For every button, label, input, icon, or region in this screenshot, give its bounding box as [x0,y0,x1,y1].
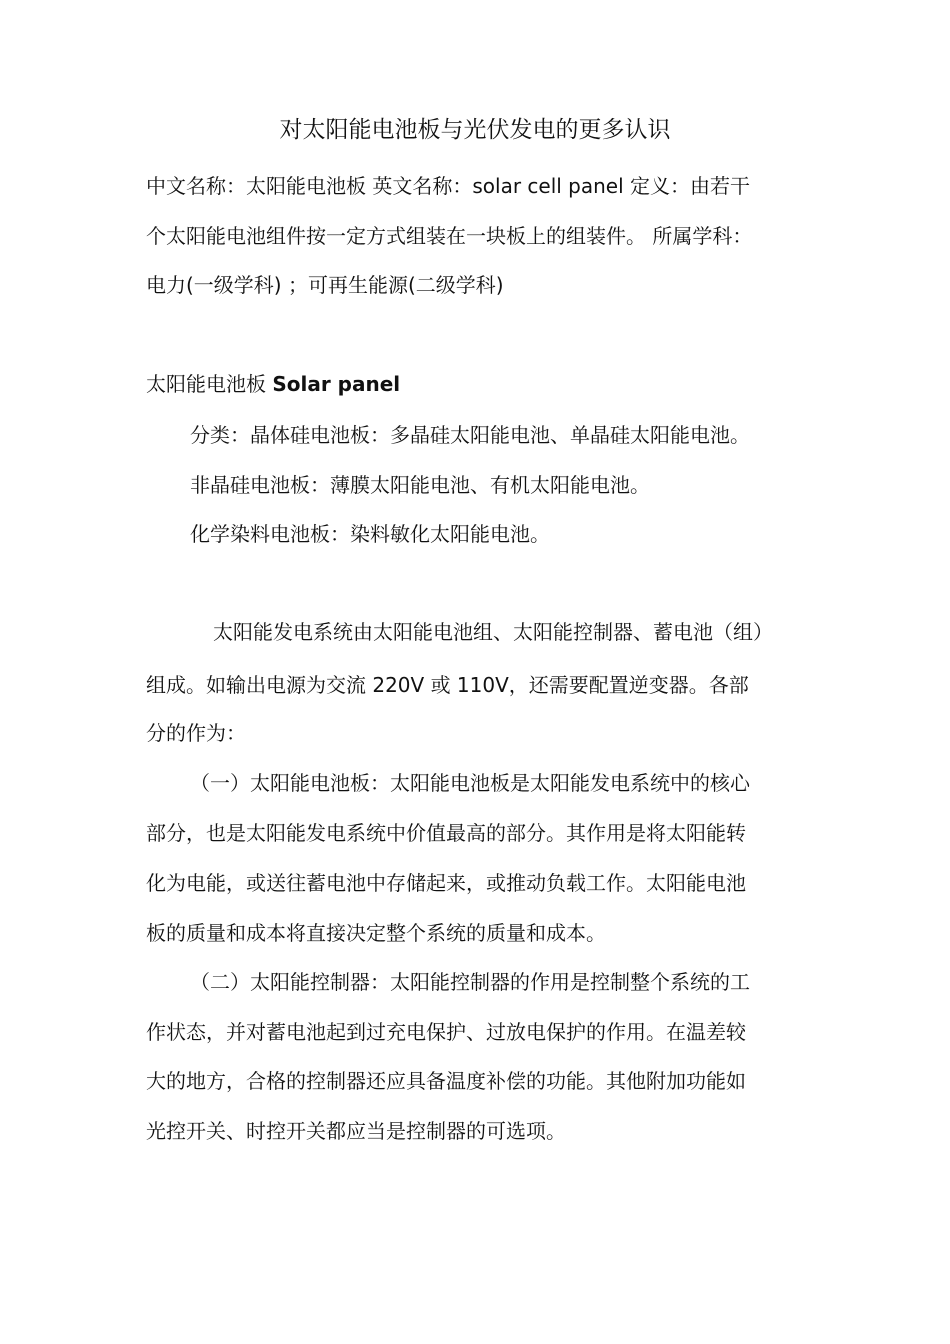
definition-line-1: 中文名称：太阳能电池板 英文名称：solar cell panel 定义：由若干 [146,174,751,198]
definition-line-3: 电力(一级学科) ；可再生能源(二级学科) [146,273,504,297]
system-line-3: 分的作为： [146,721,246,745]
part1-line-3: 化为电能，或送往蓄电池中存储起来，或推动负载工作。太阳能电池 [146,871,746,895]
classification-line-3: 化学染料电池板：染料敏化太阳能电池。 [190,522,550,546]
classification-line-2: 非晶硅电池板：薄膜太阳能电池、有机太阳能电池。 [190,473,650,497]
classification-line-1: 分类：晶体硅电池板：多晶硅太阳能电池、单晶硅太阳能电池。 [190,423,750,447]
part1-line-2: 部分，也是太阳能发电系统中价值最高的部分。其作用是将太阳能转 [146,821,746,845]
system-line-1: 太阳能发电系统由太阳能电池组、太阳能控制器、蓄电池（组） [213,620,773,644]
part2-line-2: 作状态，并对蓄电池起到过充电保护、过放电保护的作用。在温差较 [146,1020,746,1044]
section-heading [146,369,400,399]
part1-line-1: （一）太阳能电池板：太阳能电池板是太阳能发电系统中的核心 [190,771,750,795]
section-heading-cn: 太阳能电池板 [146,372,273,396]
part1-line-4: 板的质量和成本将直接决定整个系统的质量和成本。 [146,921,606,945]
document-title: 对太阳能电池板与光伏发电的更多认识 [279,117,671,143]
part2-line-1: （二）太阳能控制器：太阳能控制器的作用是控制整个系统的工 [190,970,750,994]
system-line-2: 组成。如输出电源为交流 220V 或 110V，还需要配置逆变器。各部 [146,673,749,697]
part2-line-4: 光控开关、时控开关都应当是控制器的可选项。 [146,1119,566,1143]
section-heading-en: Solar panel [272,372,401,396]
definition-line-2: 个太阳能电池组件按一定方式组装在一块板上的组装件。 所属学科： [146,224,753,248]
part2-line-3: 大的地方，合格的控制器还应具备温度补偿的功能。其他附加功能如 [146,1069,746,1093]
